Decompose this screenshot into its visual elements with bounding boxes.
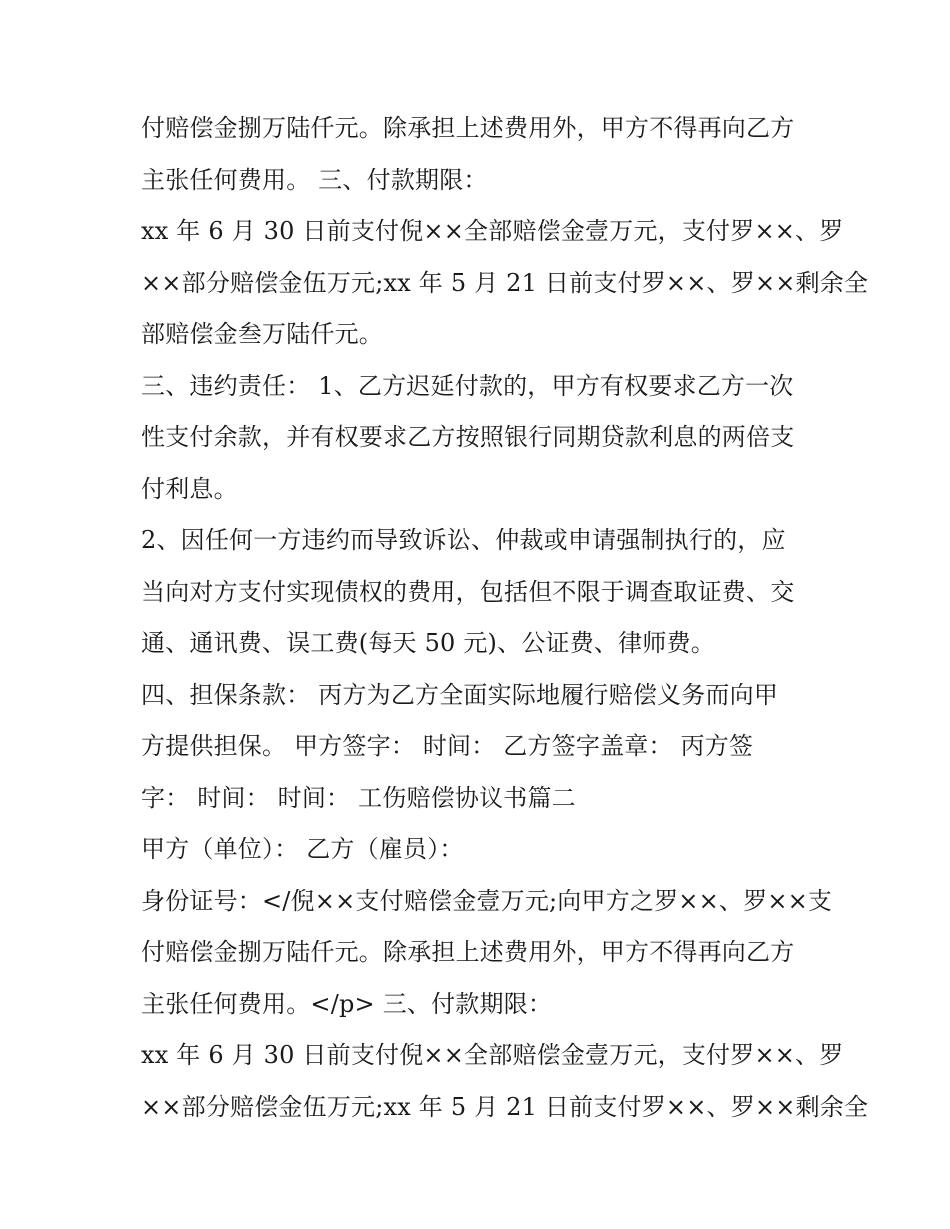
text-line: 付利息。 — [141, 474, 238, 503]
text-line: 字： 时间： 时间： 工伤赔偿协议书篇二 — [141, 783, 576, 812]
text-line: 主张任何费用。</p> 三、付款期限： — [141, 989, 553, 1018]
text-line: ××部分赔偿金伍万元;xx 年 5 月 21 日前支付罗××、罗××剩余全 — [141, 268, 869, 297]
text-line: 主张任何费用。 三、付款期限： — [141, 165, 488, 194]
text-line: 付赔偿金捌万陆仟元。除承担上述费用外，甲方不得再向乙方 — [141, 114, 795, 142]
text-line: 性支付余款，并有权要求乙方按照银行同期贷款利息的两倍支 — [141, 423, 795, 451]
text-line: 付赔偿金捌万陆仟元。除承担上述费用外，甲方不得再向乙方 — [141, 938, 795, 966]
text-line: 三、违约责任： 1、乙方迟延付款的，甲方有权要求乙方一次 — [141, 371, 794, 400]
text-line: 身份证号：</倪××支付赔偿金壹万元;向甲方之罗××、罗××支 — [141, 886, 833, 915]
text-line: xx 年 6 月 30 日前支付倪××全部赔偿金壹万元，支付罗××、罗 — [141, 1041, 844, 1069]
text-line: 四、担保条款： 丙方为乙方全面实际地履行赔偿义务而向甲 — [141, 680, 779, 709]
text-line: 方提供担保。 甲方签字： 时间： 乙方签字盖章： 丙方签 — [141, 732, 754, 760]
text-line: ××部分赔偿金伍万元;xx 年 5 月 21 日前支付罗××、罗××剩余全 — [141, 1092, 869, 1121]
text-line: 甲方（单位）： 乙方（雇员）： — [141, 835, 464, 863]
document-body — [141, 103, 869, 1133]
text-line: 2、因任何一方违约而导致诉讼、仲裁或申请强制执行的，应 — [141, 526, 786, 554]
text-line: xx 年 6 月 30 日前支付倪××全部赔偿金壹万元，支付罗××、罗 — [141, 217, 844, 245]
text-line: 当向对方支付实现债权的费用，包括但不限于调查取证费、交 — [141, 577, 795, 606]
text-line: 部赔偿金叁万陆仟元。 — [141, 320, 383, 348]
text-line: 通、通讯费、误工费(每天 50 元)、公证费、律师费。 — [141, 629, 715, 657]
